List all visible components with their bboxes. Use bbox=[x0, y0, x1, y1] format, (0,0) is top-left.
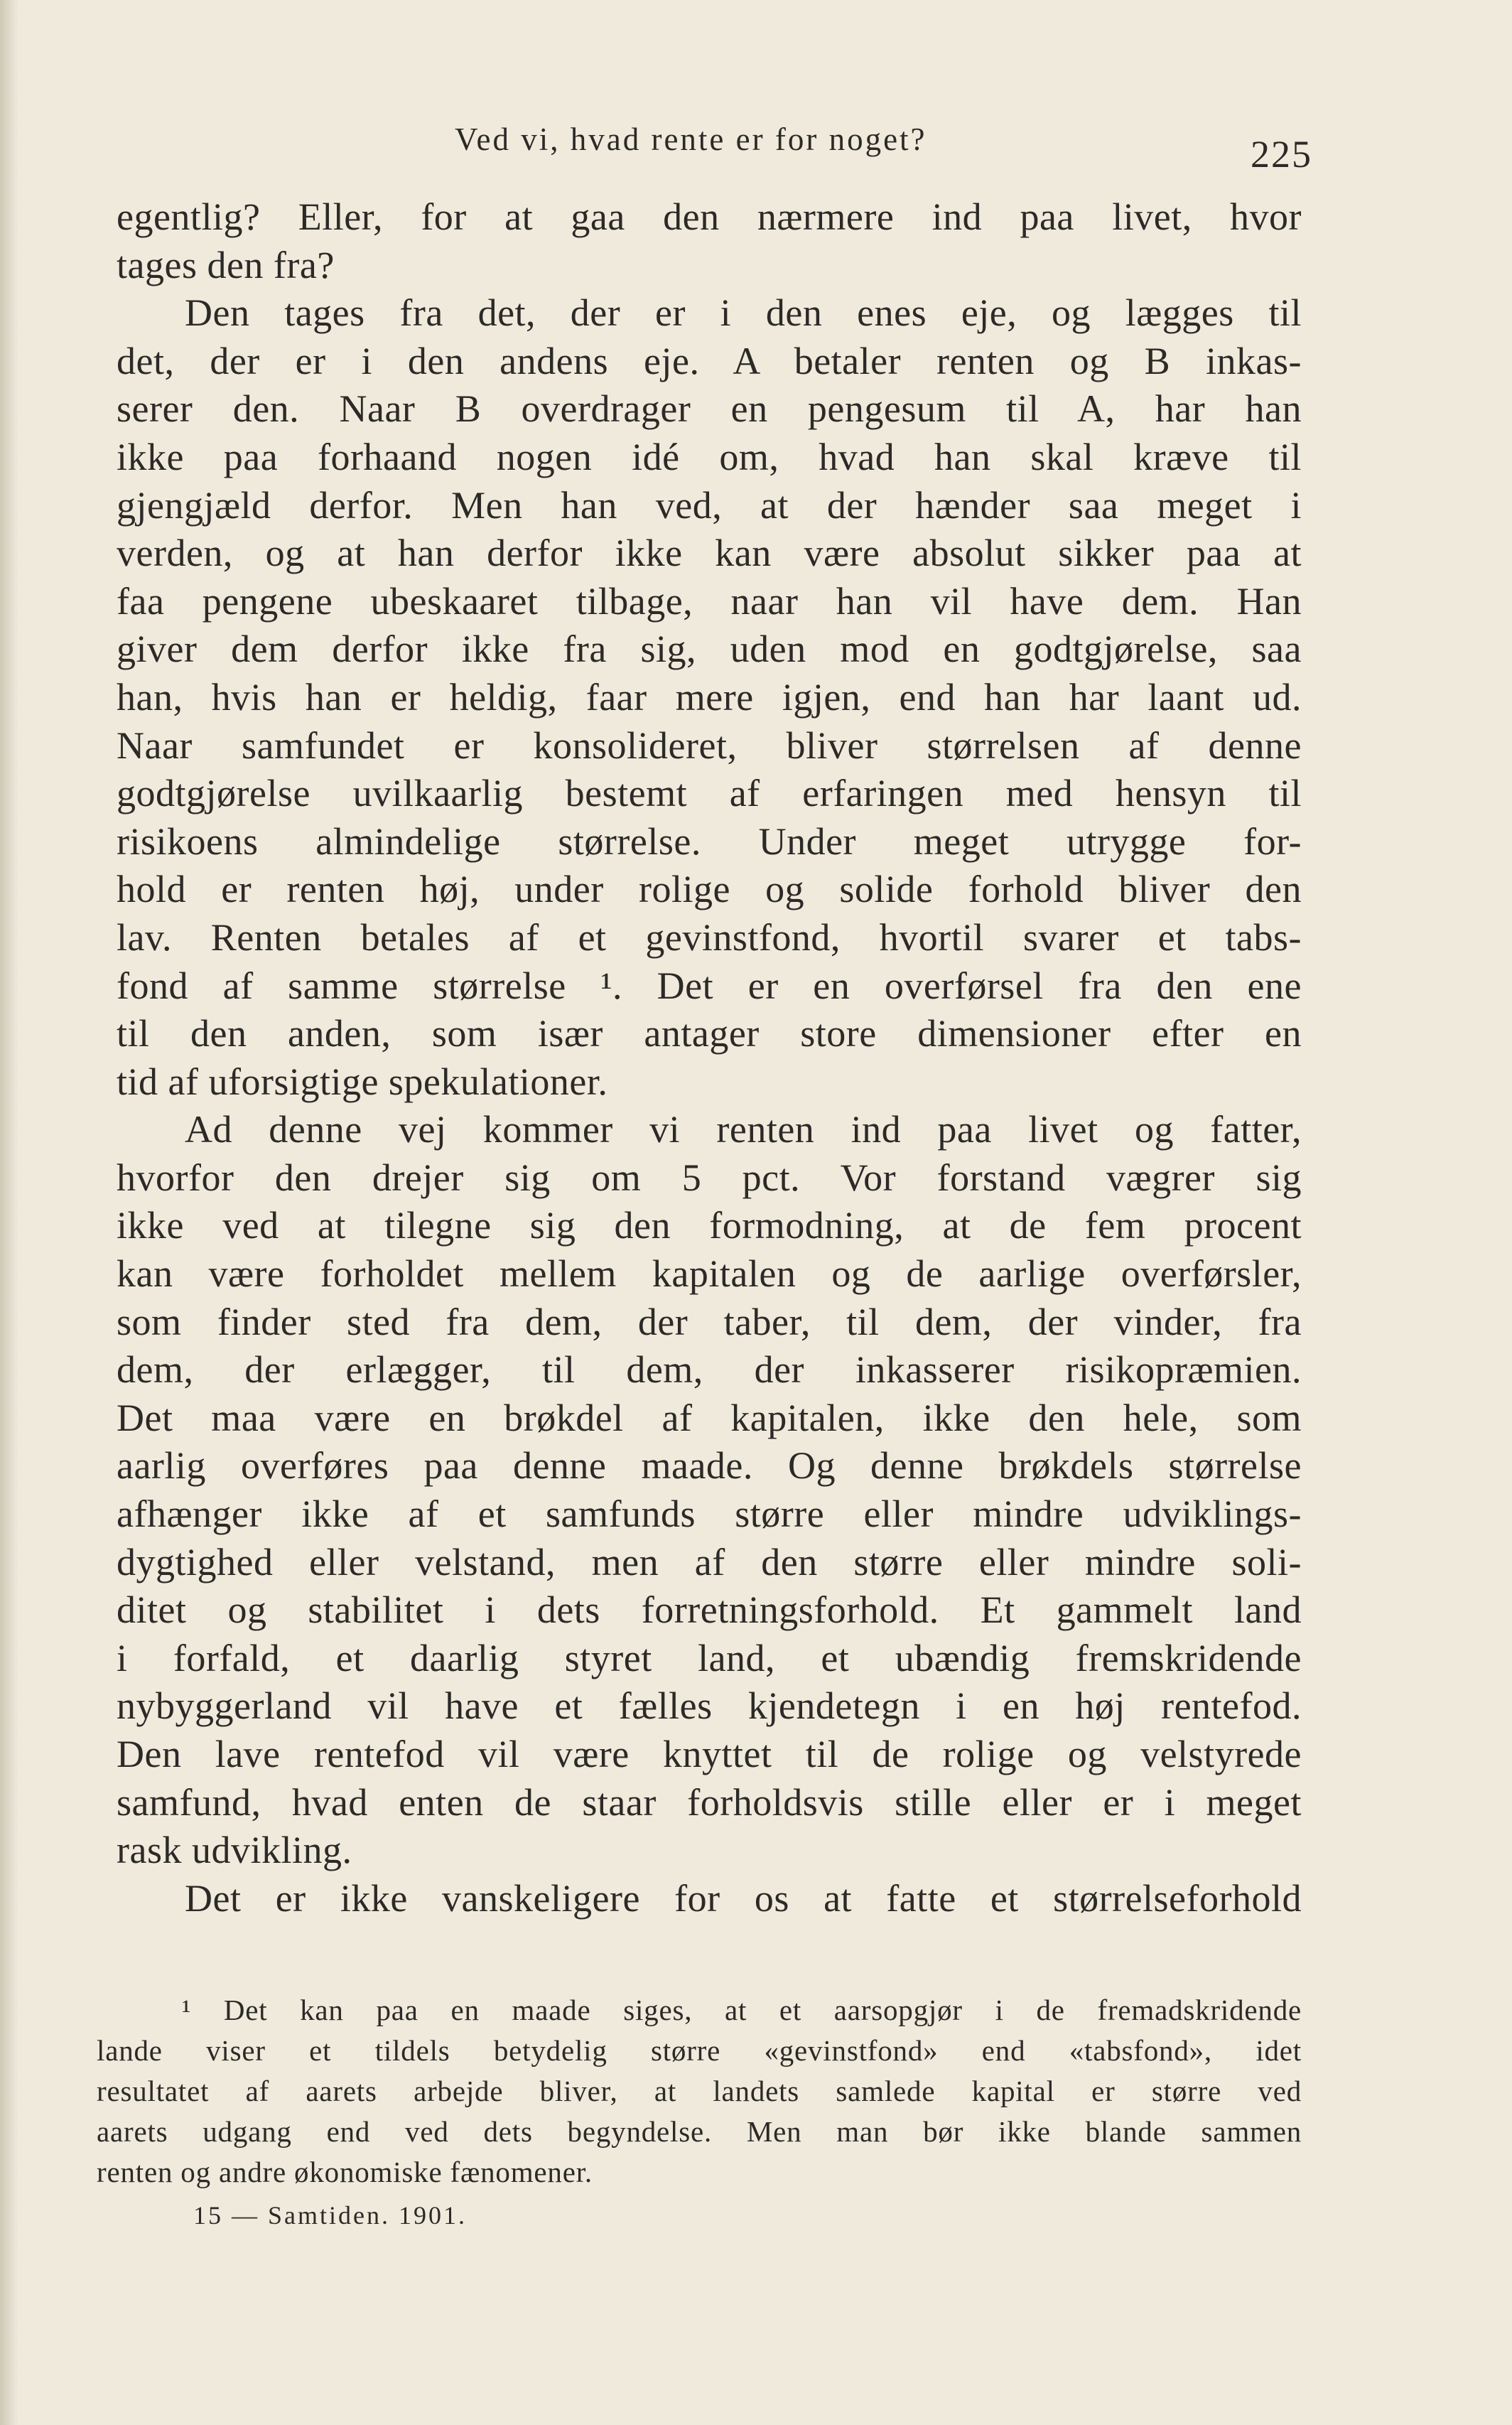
text-line: gjengjæld derfor. Men han ved, at der hænder saa meget i bbox=[117, 483, 1302, 527]
running-head: Ved vi, hvad rente er for noget? bbox=[455, 122, 927, 157]
text-line: som finder sted fra dem, der taber, til dem, der vinder, fra bbox=[117, 1300, 1302, 1343]
text-line: dygtighed eller velstand, men af den større eller mindre soli- bbox=[117, 1540, 1302, 1583]
text-line: Den tages fra det, der er i den enes eje, og lægges til bbox=[185, 291, 1302, 335]
text-line: nybyggerland vil have et fælles kjendetegn i en høj rentefod. bbox=[117, 1684, 1302, 1728]
text-line: godtgjørelse uvilkaarlig bestemt af erfaringen med hensyn til bbox=[117, 772, 1302, 815]
text-line: dem, der erlægger, til dem, der inkasserer risikopræmien. bbox=[117, 1348, 1302, 1392]
text-line: egentlig? Eller, for at gaa den nærmere ind paa livet, hvor bbox=[117, 195, 1302, 238]
text-line: tid af uforsigtige spekulationer. bbox=[117, 1060, 608, 1103]
text-line: til den anden, som især antager store dimensioner efter en bbox=[117, 1012, 1302, 1055]
footnote-line: aarets udgang end ved dets begyndelse. Men man bør ikke blande sammen bbox=[97, 2115, 1302, 2148]
text-line: afhænger ikke af et samfunds større eller mindre udviklings- bbox=[117, 1493, 1302, 1536]
text-line: Naar samfundet er konsolideret, bliver størrelsen af denne bbox=[117, 724, 1302, 767]
footnote-line: resultatet af aarets arbejde bliver, at landets samlede kapital er større ved bbox=[97, 2075, 1302, 2107]
text-line: fond af samme størrelse ¹. Det er en overførsel fra den ene bbox=[117, 964, 1302, 1007]
text-line: risikoens almindelige størrelse. Under meget utrygge for- bbox=[117, 819, 1302, 863]
footnote-line: lande viser et tildels betydelig større «gevinstfond» end «tabsfond», idet bbox=[97, 2034, 1302, 2067]
page-gutter-shadow bbox=[0, 0, 18, 2425]
text-line: kan være forholdet mellem kapitalen og de aarlige overførsler, bbox=[117, 1252, 1302, 1296]
text-line: hvorfor den drejer sig om 5 pct. Vor forstand vægrer sig bbox=[117, 1156, 1302, 1199]
text-line: hold er renten høj, under rolige og solide forhold bliver den bbox=[117, 868, 1302, 911]
text-line: rask udvikling. bbox=[117, 1829, 352, 1872]
text-line: Ad denne vej kommer vi renten ind paa livet og fatter, bbox=[185, 1108, 1302, 1151]
text-line: serer den. Naar B overdrager en pengesum til A, har han bbox=[117, 387, 1302, 431]
text-line: Det maa være en brøkdel af kapitalen, ikke den hele, som bbox=[117, 1396, 1302, 1439]
body-text bbox=[117, 193, 1302, 1923]
footnotes bbox=[97, 1990, 1302, 2193]
text-line: faa pengene ubeskaaret tilbage, naar han vil have dem. Han bbox=[117, 579, 1302, 623]
text-line: ikke ved at tilegne sig den formodning, at de fem procent bbox=[117, 1204, 1302, 1247]
text-line: Den lave rentefod vil være knyttet til de rolige og velstyrede bbox=[117, 1733, 1302, 1775]
text-line: lav. Renten betales af et gevinstfond, hvortil svarer et tabs- bbox=[117, 915, 1302, 959]
text-line: verden, og at han derfor ikke kan være absolut sikker paa at bbox=[117, 532, 1302, 575]
text-line: aarlig overføres paa denne maade. Og denne brøkdels størrelse bbox=[117, 1444, 1302, 1488]
text-line: det, der er i den andens eje. A betaler renten og B inkas- bbox=[117, 339, 1302, 382]
footnote-line: ¹ Det kan paa en maade siges, at et aarsopgjør i de fremadskridende bbox=[182, 1994, 1302, 2026]
footnote-line: renten og andre økonomiske fænomener. bbox=[97, 2156, 593, 2188]
text-line: ikke paa forhaand nogen idé om, hvad han skal kræve til bbox=[117, 435, 1302, 478]
text-line: han, hvis han er heldig, faar mere igjen, end han har laant ud. bbox=[117, 675, 1302, 719]
text-line: tages den fra? bbox=[117, 243, 335, 286]
text-line: ditet og stabilitet i dets forretningsforhold. Et gammelt land bbox=[117, 1588, 1302, 1632]
printer-signature: 15 — Samtiden. 1901. bbox=[193, 2201, 467, 2230]
text-line: samfund, hvad enten de staar forholdsvis stille eller er i meget bbox=[117, 1780, 1302, 1824]
text-line: i forfald, et daarlig styret land, et ubændig fremskridende bbox=[117, 1636, 1302, 1679]
text-line: Det er ikke vanskeligere for os at fatte et størrelseforhold bbox=[185, 1876, 1302, 1920]
page-number: 225 bbox=[1251, 133, 1312, 176]
text-line: giver dem derfor ikke fra sig, uden mod en godtgjørelse, saa bbox=[117, 628, 1302, 671]
